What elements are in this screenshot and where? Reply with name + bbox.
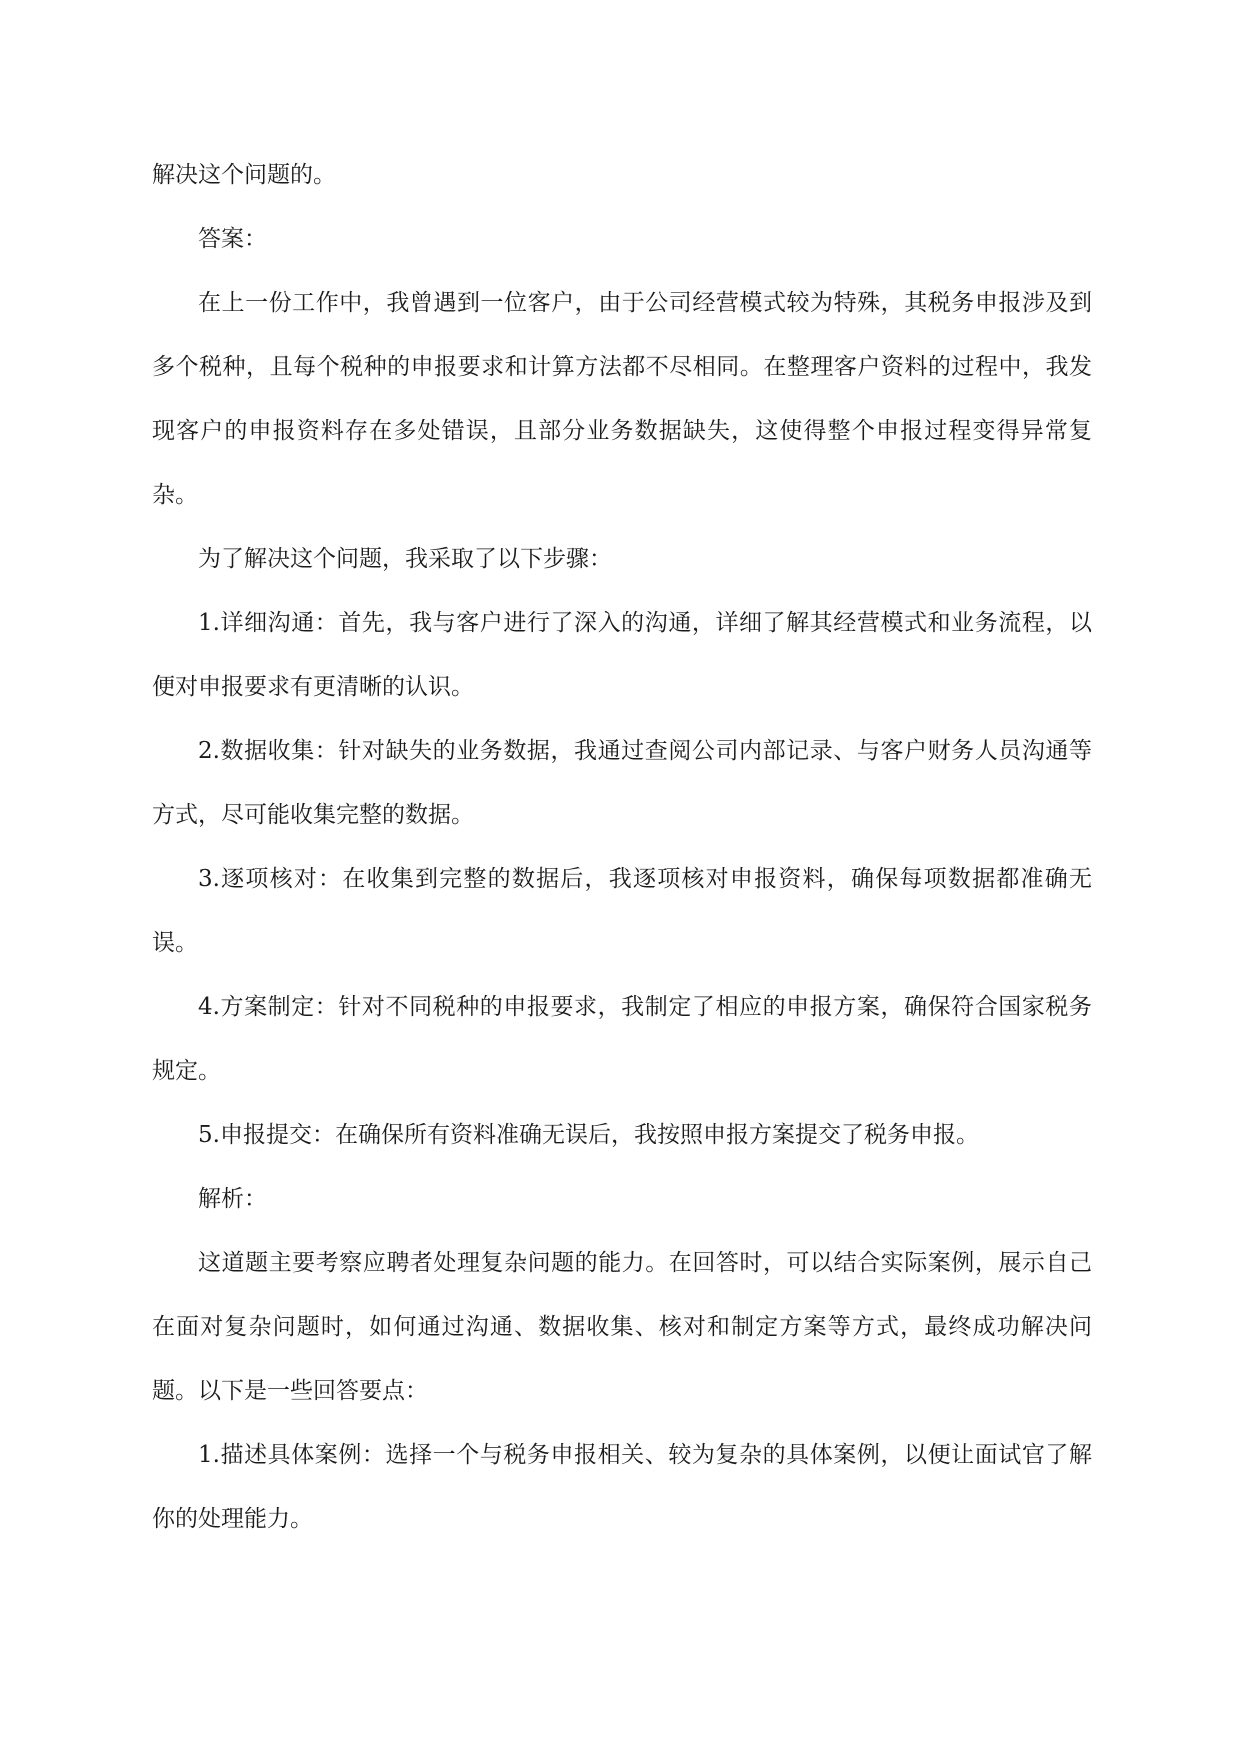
answer-heading: 答案：	[198, 226, 267, 252]
paragraph-steps-intro: 为了解决这个问题，我采取了以下步骤：	[198, 546, 612, 572]
paragraph-case-description: 在上一份工作中，我曾遇到一位客户，由于公司经营模式较为特殊，其税务申报涉及到多个税种，且每个税种的申报要求和计算方法都不尽相同。在整理客户资料的过程中，我发现客户的申报资料存在多处错误，且部分业务数据缺失，这使得整个申报过程变得异常复杂。	[152, 290, 1092, 508]
analysis-heading: 解析：	[198, 1186, 267, 1212]
answer-point-1: 1.描述具体案例：选择一个与税务申报相关、较为复杂的具体案例，以便让面试官了解你的处理能力。	[152, 1442, 1092, 1532]
step-item-5: 5.申报提交：在确保所有资料准确无误后，我按照申报方案提交了税务申报。	[198, 1122, 979, 1148]
paragraph-analysis: 这道题主要考察应聘者处理复杂问题的能力。在回答时，可以结合实际案例，展示自己在面对复杂问题时，如何通过沟通、数据收集、核对和制定方案等方式，最终成功解决问题。以下是一些回答要点：	[152, 1250, 1092, 1404]
document-body	[152, 143, 1092, 1551]
step-item-1: 1.详细沟通：首先，我与客户进行了深入的沟通，详细了解其经营模式和业务流程，以便对申报要求有更清晰的认识。	[152, 610, 1092, 700]
step-item-4: 4.方案制定：针对不同税种的申报要求，我制定了相应的申报方案，确保符合国家税务规定。	[152, 994, 1092, 1084]
paragraph-continuation: 解决这个问题的。	[152, 162, 336, 188]
step-item-3: 3.逐项核对：在收集到完整的数据后，我逐项核对申报资料，确保每项数据都准确无误。	[152, 866, 1092, 956]
step-item-2: 2.数据收集：针对缺失的业务数据，我通过查阅公司内部记录、与客户财务人员沟通等方式，尽可能收集完整的数据。	[152, 738, 1092, 828]
